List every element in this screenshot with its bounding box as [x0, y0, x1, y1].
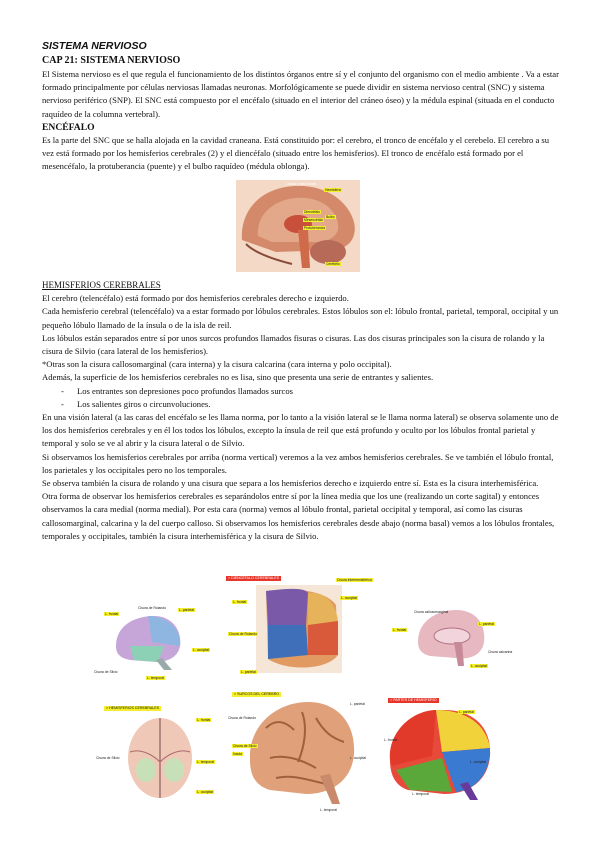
- fig-label-temporal-lat: L. temporal: [147, 676, 164, 680]
- fig-header-left: > HEMISFERIOS CEREBRALES: [106, 706, 160, 710]
- fig-label-temporal-bas: L. temporal: [197, 760, 214, 764]
- fig-label-occipital-bas: L. occipital: [197, 790, 214, 794]
- fig-label-callosa: Cisura callosomarginal: [414, 610, 449, 614]
- encefalo-heading: ENCÉFALO: [42, 121, 95, 133]
- fig-label-interhem: Cisura interhemisférica: [337, 578, 372, 582]
- bullet-item: - Los entrantes son depresiones poco profundos llamados surcos: [77, 385, 562, 398]
- fig-label-occipital-lat: L. occipital: [193, 648, 210, 652]
- paragraph-2: Cada hemisferio cerebral (telencéfalo) va a estar formado por lóbulos cerebrales. Estos lóbulos son el: lóbulo frontal, parietal, temporal, occipital y un pequeño lóbulo llamado de la ínsula o de la isla de reil.: [42, 306, 559, 330]
- page-title: SISTEMA NERVIOSO: [42, 40, 147, 52]
- hemisferios-heading: HEMISFERIOS CEREBRALES: [42, 280, 161, 290]
- fig-label-occipital-mid: L. occipital: [350, 756, 367, 760]
- fig-label-rolando-mid: Cisura de Rolando: [228, 716, 257, 720]
- brain-lateral-figure: [112, 612, 184, 672]
- fig-label-parietal: L. parietal: [241, 670, 256, 674]
- fig-label-rolando-lat: Cisura de Rolando: [138, 606, 167, 610]
- paragraph-4: *Otras son la cisura callosomarginal (cara interna) y la cisura calcarina (cara interna y polo occipital).: [42, 359, 392, 370]
- fig-label-silvio-lat: Cisura de Silvio: [94, 670, 118, 674]
- fig-header-right: > PARTES DE HEMISFERIO: [390, 698, 437, 702]
- chapter-heading: CAP 21: SISTEMA NERVIOSO: [42, 55, 181, 66]
- fig-label-parietal-med: L. parietal: [479, 622, 494, 626]
- paragraph-3: Los lóbulos están separados entre sí por unos surcos profundos llamados fisuras o cisuras. Las dos cisuras principales son la cisura de rolando y la cisura de Silvio (cara lateral de los hemisferios).: [42, 332, 545, 357]
- fig-label-frontal-lat: L. frontal: [105, 612, 119, 616]
- brain-basal-figure: [124, 716, 196, 800]
- encefalo-paragraph: Es la parte del SNC que se halla alojada en la cavidad craneana. Está constituido por: el cerebro, el tronco de encéfalo y el cerebelo. El cerebro a su vez está formado por los hemisferios cerebrales (2) y el diencéfalo (situado entre los hemisferios). El tronco de encéfalo está formado por el mesencéfalo, la protuberancia (puente) y el bulbo raquídeo (médula oblonga).: [42, 135, 550, 172]
- intro-paragraph: El Sistema nervioso es el que regula el funcionamiento de los distintos órganos entre sí y el conjunto del organismo con el medio ambiente . Va a estar formado principalmente por células nerviosas llamadas neuronas. Morfológicamente se puede dividir en sistema nervioso central (SNC) y sistema nervioso periférico (SNP). El SNC está compuesto por el encéfalo (situado en el interior del cráneo óseo) y la médula espinal (situada en el conducto raquídeo de la columna vertebral).: [42, 69, 559, 119]
- hemisferios-block: [42, 279, 562, 543]
- fig1-label-bulbo: Bulbo: [326, 215, 335, 219]
- fig-label-silvio-mid: Cisura de Silvio: [233, 744, 257, 748]
- fig-label-frontal-bas: L. frontal: [197, 718, 211, 722]
- fig-label-parietal-lob: L. parietal: [459, 710, 474, 714]
- fig-label-frontal-med: L. frontal: [393, 628, 407, 632]
- fig1-label-cerebelo: Cerebelo: [326, 262, 340, 266]
- fig-label-insula-mid: Ínsula: [233, 752, 243, 756]
- fig1-label-frontal: Lóbulo (más) frontal: [286, 182, 317, 186]
- fig-label-frontal-lob: L. frontal: [384, 738, 398, 742]
- paragraph-5: Además, la superficie de los hemisferios cerebrales no es lisa, sino que presenta una serie de entrantes y salientes.: [42, 372, 434, 383]
- brain-lobes-figure: [386, 706, 494, 800]
- bullet-item: - Los salientes giros o circunvoluciones.: [77, 398, 562, 411]
- fig-label-parietal-mid: L. parietal: [350, 702, 365, 706]
- brain-sagittal-figure: [236, 180, 360, 272]
- brain-sulci-figure: [246, 698, 358, 806]
- paragraph-7: Si observamos los hemisferios cerebrales por arriba (norma vertical) veremos a la vez ambos hemisferios cerebrales. Se ve también el lóbulo frontal, los parietales y los occipitales pero no los temporales.: [42, 451, 554, 475]
- fig-label-temporal-mid: L. temporal: [320, 808, 337, 812]
- fig-header-mid: > SURCOS DEL CEREBRO: [234, 692, 280, 696]
- brain-medial-figure: [414, 606, 488, 670]
- fig-header-top: > DIENCÉFALO CEREBRALES: [228, 576, 280, 580]
- fig-label-frontal: L. frontal: [233, 600, 247, 604]
- fig-label-calcarina-med: Cisura calcarina: [488, 650, 513, 654]
- paragraph-6: En una visión lateral (a las caras del encéfalo se les llama norma, por lo tanto a la visión lateral se le llama norma lateral) se observa solamente uno de los dos hemisferios cerebrales y en él los todos los lóbulos, excepto la ínsula de reil que está profundo y oculto por los lóbulos frontal parietal y temporal y solo se ve al abrir y la cisura lateral o de Silvio.: [42, 412, 559, 449]
- fig-label-parietal-lat: L. parietal: [179, 608, 194, 612]
- fig1-label-hemisferio: Hemisferio: [325, 188, 342, 192]
- fig-label-occipital-med: L. occipital: [471, 664, 488, 668]
- paragraph-8: Se observa también la cisura de rolando y una cisura que separa a los hemisferios derecho e izquierdo entre sí. Esta es la cisura interhemisférica.: [42, 478, 539, 489]
- fig1-label-diencefalo: Diencéfalo: [304, 210, 321, 214]
- paragraph-9: Otra forma de observar los hemisferios cerebrales es separándolos entre sí por la línea media que los une (realizando un corte sagital) y entonces observamos la cara medial (norma medial). Por esta cara (norma) vemos al lóbulo frontal, parietal occipital y temporal, así como las cisuras callosomarginal, calcarina y la del cuerpo calloso. Si observamos los hemisferios cerebrales desde abajo (norma basal) vemos a los lóbulos frontales, temporales y occipitales, también la cisura interhemisférica y la cisura de Silvio.: [42, 491, 555, 541]
- fig-label-occipital: L. occipital: [341, 596, 358, 600]
- bullet-list: [42, 385, 562, 411]
- paragraph-1: El cerebro (telencéfalo) está formado por dos hemisferios cerebrales derecho e izquierdo.: [42, 293, 349, 304]
- fig-label-temporal-lob: L. temporal: [412, 792, 429, 796]
- fig-label-occipital-lob: L. occipital: [470, 760, 487, 764]
- intro-block: [42, 68, 562, 174]
- fig1-label-protuberancia: Protuberancia: [304, 226, 326, 230]
- fig-label-rolando: Cisura de Rolando: [229, 632, 258, 636]
- fig-label-silvio-bas: Cisura de Silvio: [96, 756, 120, 760]
- brain-top-figure: [256, 585, 342, 673]
- fig1-label-mesencefalo: Mesencéfalo: [304, 218, 324, 222]
